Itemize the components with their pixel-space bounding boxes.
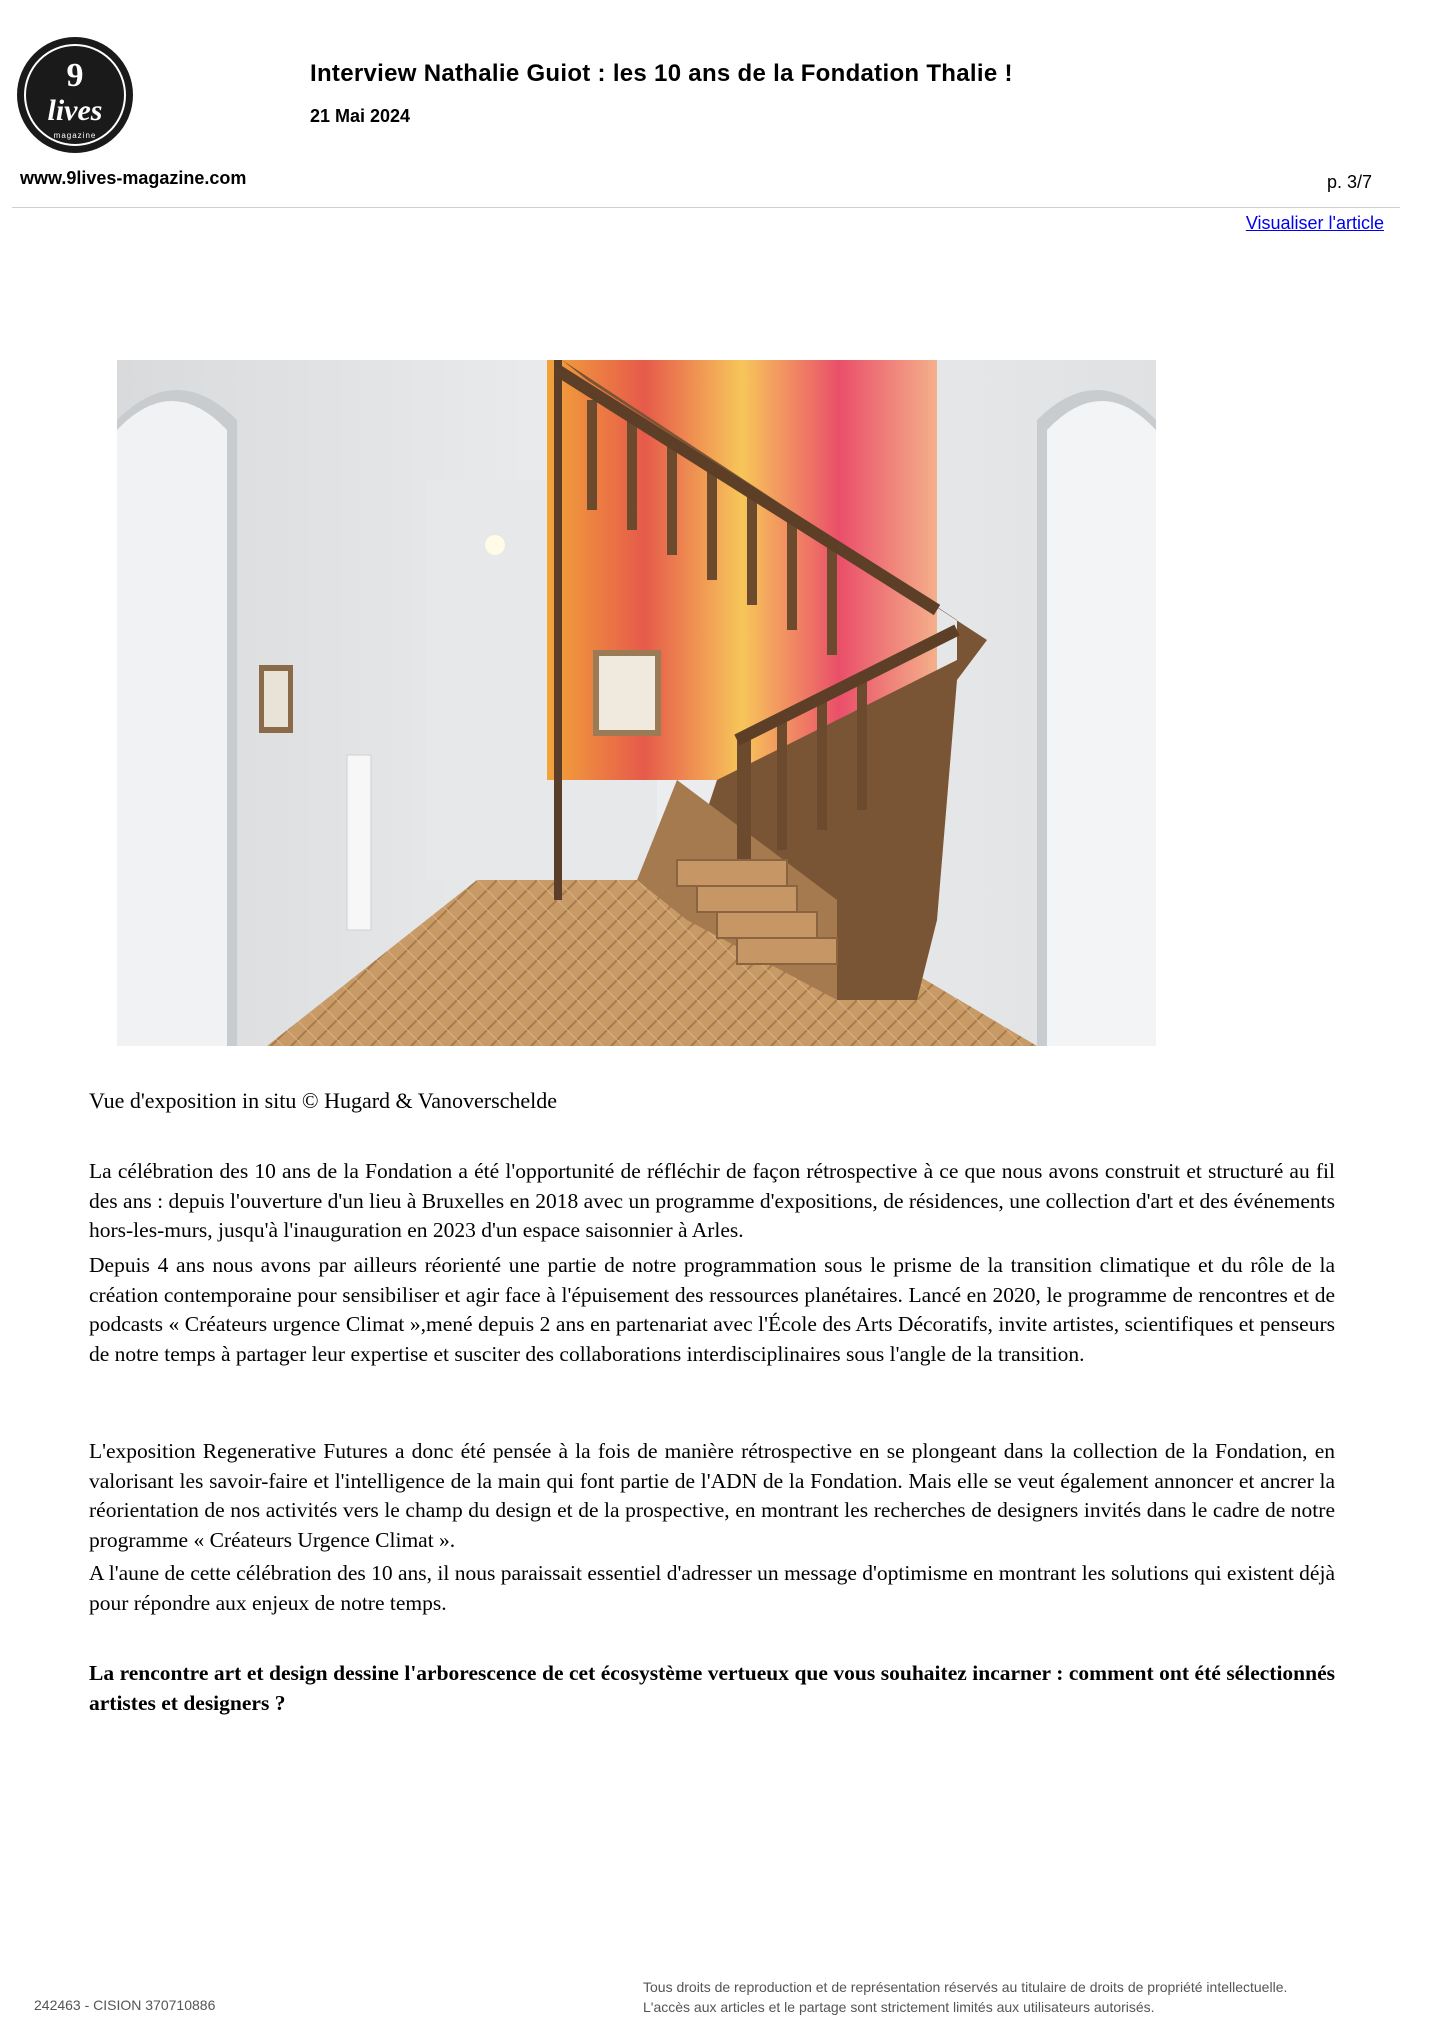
interview-question: La rencontre art et design dessine l'arborescence de cet écosystème vertueux que vous souhaitez incarner : comment ont été sélectionnés artistes et designers ? xyxy=(89,1661,1335,1715)
header-divider xyxy=(12,207,1400,208)
article-paragraph: La célébration des 10 ans de la Fondation a été l'opportunité de réfléchir de façon rétrospective à ce que nous avons construit et structuré au fil des ans : depuis l'ouverture d'un lieu à Bruxelles en 2018 avec un programme d'expositions, de résidences, une collection d'art et des événements hors-les-murs, jusqu'à l'inauguration en 2023 d'un espace saisonnier à Arles. xyxy=(89,1159,1335,1242)
svg-text:magazine: magazine xyxy=(53,131,97,140)
article-title: Interview Nathalie Guiot : les 10 ans de la Fondation Thalie ! xyxy=(310,60,1013,87)
article-paragraph: A l'aune de cette célébration des 10 ans, il nous paraissait essentiel d'adresser un message d'optimisme en montrant les solutions qui existent déjà pour répondre aux enjeux de notre temps. xyxy=(89,1561,1335,1615)
page-number: p. 3/7 xyxy=(1326,172,1372,192)
svg-text:9: 9 xyxy=(66,57,84,94)
footer-id: 242463 - CISION 370710886 xyxy=(34,1997,216,2013)
article-paragraph: Depuis 4 ans nous avons par ailleurs réorienté une partie de notre programmation sous le prisme de la transition climatique et du rôle de la création contemporaine pour sensibiliser et agir face à l'épuisement des ressources planétaires. Lancé en 2020, le programme de rencontres et de podcasts « Créateurs urgence Climat »,mené depuis 2 ans en partenariat avec l'École des Arts Décoratifs, invite artistes, scientifiques et penseurs de notre temps à partager leur expertise et susciter des collaborations interdisciplinaires sous l'angle de la transition. xyxy=(89,1253,1335,1366)
svg-text:lives: lives xyxy=(47,94,103,127)
9lives-logo[interactable] xyxy=(14,34,136,156)
view-article-link[interactable]: Visualiser l'article xyxy=(1245,213,1384,233)
article-paragraph: L'exposition Regenerative Futures a donc été pensée à la fois de manière rétrospective en se plongeant dans la collection de la Fondation, en valorisant les savoir-faire et l'intelligence de la main qui font partie de l'ADN de la Fondation. Mais elle se veut également annoncer et ancrer la réorientation de nos activités vers le champ du design et de la prospective, en montrant les recherches de designers invités dans le cadre de notre programme « Créateurs Urgence Climat ». xyxy=(89,1439,1335,1552)
article-date: 21 Mai 2024 xyxy=(310,106,411,126)
site-url: www.9lives-magazine.com xyxy=(20,168,247,188)
footer-rights xyxy=(643,1977,1287,2017)
footer-rights-line: Tous droits de reproduction et de représentation réservés au titulaire de droits de propriété intellectuelle. xyxy=(643,1979,1288,1995)
footer-rights-line: L'accès aux articles et le partage sont strictement limités aux utilisateurs autorisés. xyxy=(643,1999,1155,2015)
exhibition-photo xyxy=(117,360,1156,1046)
photo-caption: Vue d'exposition in situ © Hugard & Vanoverschelde xyxy=(89,1088,558,1113)
